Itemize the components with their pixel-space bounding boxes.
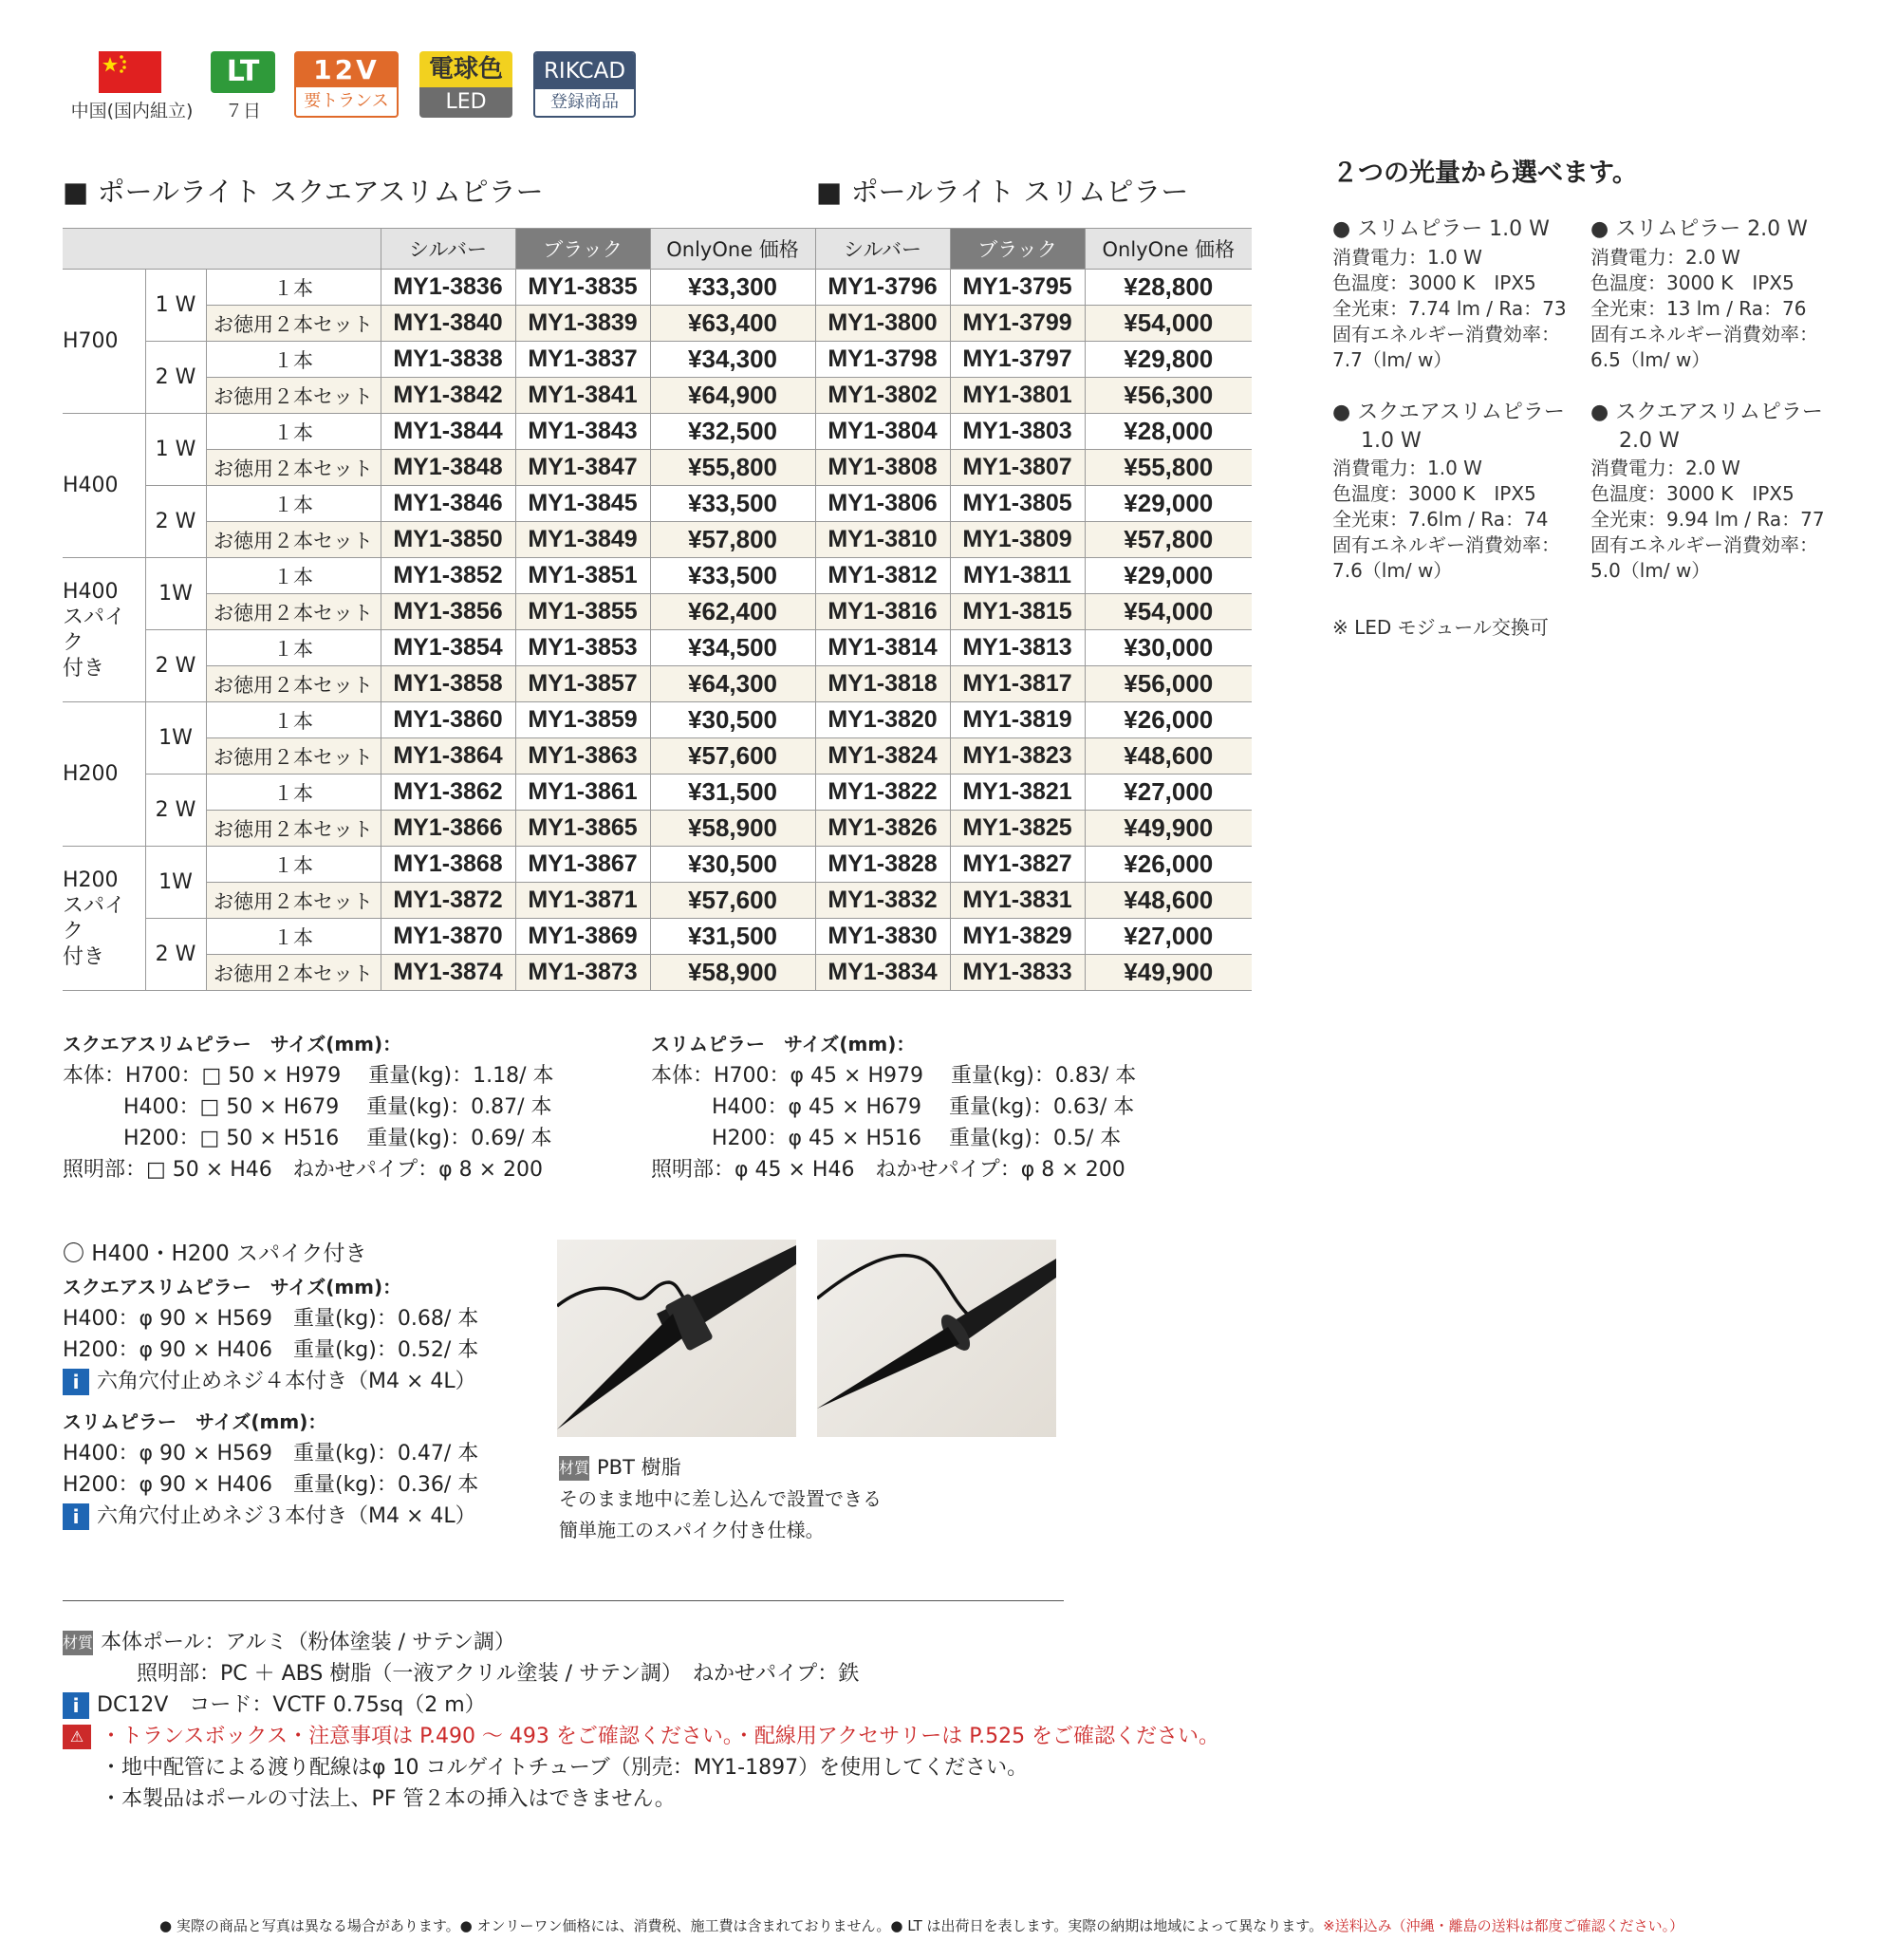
product-code-cell: MY1-3836 [381,270,515,306]
height-label: H700 [63,270,145,414]
product-code-cell: MY1-3848 [381,450,515,486]
table-row [63,883,1252,919]
product-code-cell: MY1-3810 [815,522,950,558]
wattage-label: 1 W [145,270,206,342]
price-cell: ¥55,800 [1085,450,1252,486]
table-row [63,811,1252,847]
table-row [63,558,1252,594]
price-cell: ¥31,500 [650,775,815,811]
led-color-badge: 電球色 LED [419,51,512,118]
price-cell: ¥57,600 [650,883,815,919]
product-code-cell: MY1-3797 [950,342,1085,378]
price-cell: ¥57,600 [650,738,815,775]
product-code-cell: MY1-3867 [515,847,650,883]
price-cell: ¥26,000 [1085,702,1252,738]
price-cell: ¥55,800 [650,450,815,486]
quantity-label: １本 [206,486,381,522]
table-row [63,414,1252,450]
sizes-square: スクエアスリムピラー サイズ(mm)： 本体：H700：□ 50 × H979 重量(kg)：1.18/ 本 H400：□ 50 × H679 重量(kg)：0.87/ 本 H200：□ 50 × H516 重量(kg)：0.69/ 本 照明部：□ 50 × H46 ねかせパイプ：φ 8 × 200 [63,1033,554,1182]
table-row [63,666,1252,702]
price-cell: ¥31,500 [650,919,815,955]
voltage-badge: 12V 要トランス [294,51,399,118]
quantity-label: １本 [206,342,381,378]
quantity-label: １本 [206,919,381,955]
warning-icon: ⚠ [63,1725,91,1749]
product-code-cell: MY1-3803 [950,414,1085,450]
spec-block: ● スリムピラー 2.0 W 消費電力：2.0 W 色温度：3000 K IPX5 全光束：13 lm / Ra：76 固有エネルギー消費効率： 6.5（lm/ w） [1590,217,1818,371]
price-cell: ¥54,000 [1085,594,1252,630]
product-code-cell: MY1-3853 [515,630,650,666]
product-code-cell: MY1-3862 [381,775,515,811]
col-header: OnlyOne 価格 [650,229,815,270]
price-cell: ¥29,000 [1085,486,1252,522]
product-code-cell: MY1-3873 [515,955,650,991]
quantity-label: お徳用２本セット [206,450,381,486]
wattage-label: 1W [145,702,206,775]
price-cell: ¥56,000 [1085,666,1252,702]
height-label: H200 スパイク 付き [63,847,145,991]
quantity-label: お徳用２本セット [206,594,381,630]
wattage-label: 2 W [145,486,206,558]
quantity-label: お徳用２本セット [206,738,381,775]
product-code-cell: MY1-3868 [381,847,515,883]
product-code-cell: MY1-3825 [950,811,1085,847]
spike-photo-slim [817,1240,1056,1437]
led-module-note: ※ LED モジュール交換可 [1332,616,1549,639]
product-code-cell: MY1-3816 [815,594,950,630]
table-row [63,342,1252,378]
col-header: シルバー [381,229,515,270]
spec-block: ● スクエアスリムピラー 2.0 W 消費電力：2.0 W 色温度：3000 K IPX5 全光束：9.94 lm / Ra：77 固有エネルギー消費効率： 5.0（lm/ w） [1590,401,1825,582]
quantity-label: お徳用２本セット [206,883,381,919]
product-code-cell: MY1-3844 [381,414,515,450]
spike-material: 材質 PBT 樹脂 そのまま地中に差し込んで設置できる 簡単施工のスパイク付き仕様。 [559,1456,882,1541]
table-row [63,594,1252,630]
product-code-cell: MY1-3837 [515,342,650,378]
product-code-cell: MY1-3800 [815,306,950,342]
product-code-cell: MY1-3827 [950,847,1085,883]
price-cell: ¥28,000 [1085,414,1252,450]
table-row [63,450,1252,486]
price-cell: ¥33,500 [650,558,815,594]
product-code-cell: MY1-3802 [815,378,950,414]
rikcad-badge: RIKCAD 登録商品 [533,51,636,118]
sizes-slim: スリムピラー サイズ(mm)： 本体：H700：φ 45 × H979 重量(kg)：0.83/ 本 H400：φ 45 × H679 重量(kg)：0.63/ 本 H200：φ 45 × H516 重量(kg)：0.5/ 本 照明部：φ 45 × H46 ねかせパイプ：φ 8 × 200 [651,1033,1137,1182]
table-row [63,630,1252,666]
quantity-label: お徳用２本セット [206,378,381,414]
spike-heading: 〇 H400・H200 スパイク付き [63,1241,367,1266]
price-table [63,228,1252,991]
product-code-cell: MY1-3821 [950,775,1085,811]
product-code-cell: MY1-3814 [815,630,950,666]
quantity-label: １本 [206,847,381,883]
spike-sizes: スクエアスリムピラー サイズ(mm)： H400：φ 90 × H569 重量(kg)：0.68/ 本 H200：φ 90 × H406 重量(kg)：0.52/ 本 i 六角穴付止めネジ４本付き（M4 × 4L） スリムピラー サイズ(mm)： H400：φ 90 × H569 重量(kg)：0.47/ 本 H200：φ 90 × H406 重量(kg)：0.36/ 本 i 六角穴付止めネジ３本付き（M4 × 4L） [63,1276,479,1528]
lt-days: ７日 [224,101,261,121]
price-cell: ¥48,600 [1085,883,1252,919]
product-code-cell: MY1-3823 [950,738,1085,775]
price-cell: ¥49,900 [1085,811,1252,847]
product-code-cell: MY1-3796 [815,270,950,306]
price-cell: ¥28,800 [1085,270,1252,306]
product-code-cell: MY1-3801 [950,378,1085,414]
table-row [63,775,1252,811]
price-cell: ¥57,800 [650,522,815,558]
table-row [63,306,1252,342]
product-code-cell: MY1-3833 [950,955,1085,991]
quantity-label: １本 [206,630,381,666]
product-code-cell: MY1-3855 [515,594,650,630]
spike-photo-square [557,1240,796,1437]
lt-badge: LT [211,51,275,93]
product-code-cell: MY1-3818 [815,666,950,702]
height-label: H400 スパイク 付き [63,558,145,702]
col-header: OnlyOne 価格 [1085,229,1252,270]
wattage-label: 2 W [145,919,206,991]
spec-block: ● スリムピラー 1.0 W 消費電力：1.0 W 色温度：3000 K IPX5 全光束：7.74 lm / Ra：73 固有エネルギー消費効率： 7.7（lm/ w） [1332,217,1567,371]
quantity-label: お徳用２本セット [206,522,381,558]
product-code-cell: MY1-3849 [515,522,650,558]
price-cell: ¥27,000 [1085,919,1252,955]
product-code-cell: MY1-3819 [950,702,1085,738]
price-cell: ¥30,500 [650,702,815,738]
product-code-cell: MY1-3874 [381,955,515,991]
product-code-cell: MY1-3829 [950,919,1085,955]
wattage-label: 1W [145,847,206,919]
product-code-cell: MY1-3811 [950,558,1085,594]
price-cell: ¥30,500 [650,847,815,883]
table-row [63,270,1252,306]
product-code-cell: MY1-3846 [381,486,515,522]
quantity-label: １本 [206,270,381,306]
table-row [63,738,1252,775]
price-cell: ¥34,300 [650,342,815,378]
wattage-label: 1W [145,558,206,630]
height-label: H200 [63,702,145,847]
product-code-cell: MY1-3861 [515,775,650,811]
wattage-label: 2 W [145,775,206,847]
product-code-cell: MY1-3830 [815,919,950,955]
product-code-cell: MY1-3812 [815,558,950,594]
info-icon: i [63,1503,89,1530]
table-row [63,522,1252,558]
info-icon: i [63,1369,89,1395]
quantity-label: １本 [206,414,381,450]
product-code-cell: MY1-3845 [515,486,650,522]
product-code-cell: MY1-3858 [381,666,515,702]
table-row [63,702,1252,738]
material-icon: 材質 [559,1456,589,1481]
product-code-cell: MY1-3804 [815,414,950,450]
product-code-cell: MY1-3842 [381,378,515,414]
table-header-row [63,229,1252,270]
product-code-cell: MY1-3807 [950,450,1085,486]
price-cell: ¥33,300 [650,270,815,306]
product-code-cell: MY1-3820 [815,702,950,738]
product-code-cell: MY1-3828 [815,847,950,883]
quantity-label: お徳用２本セット [206,666,381,702]
product-code-cell: MY1-3813 [950,630,1085,666]
product-code-cell: MY1-3798 [815,342,950,378]
light-options-heading: ２つの光量から選べます。 [1332,159,1638,188]
price-cell: ¥33,500 [650,486,815,522]
quantity-label: １本 [206,558,381,594]
product-code-cell: MY1-3841 [515,378,650,414]
quantity-label: １本 [206,702,381,738]
product-code-cell: MY1-3869 [515,919,650,955]
price-cell: ¥62,400 [650,594,815,630]
product-code-cell: MY1-3852 [381,558,515,594]
table-row [63,378,1252,414]
price-cell: ¥57,800 [1085,522,1252,558]
product-code-cell: MY1-3808 [815,450,950,486]
price-cell: ¥56,300 [1085,378,1252,414]
product-code-cell: MY1-3822 [815,775,950,811]
product-code-cell: MY1-3850 [381,522,515,558]
price-cell: ¥58,900 [650,811,815,847]
spec-block: ● スクエアスリムピラー 1.0 W 消費電力：1.0 W 色温度：3000 K IPX5 全光束：7.6lm / Ra：74 固有エネルギー消費効率： 7.6（lm/ w） [1332,401,1565,582]
product-code-cell: MY1-3839 [515,306,650,342]
product-code-cell: MY1-3795 [950,270,1085,306]
quantity-label: お徳用２本セット [206,955,381,991]
product-code-cell: MY1-3851 [515,558,650,594]
product-code-cell: MY1-3835 [515,270,650,306]
product-code-cell: MY1-3857 [515,666,650,702]
price-cell: ¥64,900 [650,378,815,414]
product-code-cell: MY1-3806 [815,486,950,522]
product-code-cell: MY1-3809 [950,522,1085,558]
product-code-cell: MY1-3871 [515,883,650,919]
product-code-cell: MY1-3872 [381,883,515,919]
product-code-cell: MY1-3824 [815,738,950,775]
product-code-cell: MY1-3838 [381,342,515,378]
col-header: シルバー [815,229,950,270]
china-flag-icon [99,51,161,93]
info-icon: i [63,1692,89,1719]
title-square-slim: ■ ポールライト スクエアスリムピラー [63,176,544,208]
product-code-cell: MY1-3834 [815,955,950,991]
quantity-label: お徳用２本セット [206,811,381,847]
price-cell: ¥63,400 [650,306,815,342]
product-code-cell: MY1-3854 [381,630,515,666]
price-cell: ¥26,000 [1085,847,1252,883]
table-row [63,847,1252,883]
product-code-cell: MY1-3832 [815,883,950,919]
height-label: H400 [63,414,145,558]
price-cell: ¥49,900 [1085,955,1252,991]
col-header: ブラック [950,229,1085,270]
product-code-cell: MY1-3843 [515,414,650,450]
product-code-cell: MY1-3805 [950,486,1085,522]
price-cell: ¥30,000 [1085,630,1252,666]
footer-note: ● 実際の商品と写真は異なる場合があります。● オンリーワン価格には、消費税、施工費は含まれておりません。● LT は出荷日を表します。実際の納期は地域によって異なります。※送料込み（沖縄・離島の送料は都度ご確認ください。） [159,1917,1684,1934]
product-code-cell: MY1-3864 [381,738,515,775]
col-header: ブラック [515,229,650,270]
product-code-cell: MY1-3826 [815,811,950,847]
price-cell: ¥27,000 [1085,775,1252,811]
material-notes: 材質 本体ポール：アルミ（粉体塗装 / サテン調） 照明部：PC ＋ ABS 樹脂（一液アクリル塗装 / サテン調） ねかせパイプ：鉄 i DC12V コード：VCTF 0.75sq（2 m） ⚠ ・トランスボックス・注意事項は P.490 〜 493 をご確認ください。・配線用アクセサリーは P.525 をご確認ください。 ・地中配管による渡り配線はφ 10 コルゲイトチューブ（別売：MY1-1897）を使用してください。 ・本製品はポールの寸法上、PF 管２本の挿入はできません。 [63,1631,1220,1811]
price-cell: ¥29,000 [1085,558,1252,594]
product-code-cell: MY1-3859 [515,702,650,738]
table-row [63,919,1252,955]
price-cell: ¥34,500 [650,630,815,666]
price-cell: ¥29,800 [1085,342,1252,378]
price-cell: ¥32,500 [650,414,815,450]
product-code-cell: MY1-3863 [515,738,650,775]
product-code-cell: MY1-3865 [515,811,650,847]
product-code-cell: MY1-3860 [381,702,515,738]
product-code-cell: MY1-3831 [950,883,1085,919]
product-code-cell: MY1-3866 [381,811,515,847]
price-cell: ¥64,300 [650,666,815,702]
country-label: 中国(国内組立) [70,101,194,121]
price-cell: ¥54,000 [1085,306,1252,342]
wattage-label: 2 W [145,342,206,414]
product-code-cell: MY1-3847 [515,450,650,486]
product-code-cell: MY1-3817 [950,666,1085,702]
divider [63,1600,1064,1601]
material-icon: 材質 [63,1631,93,1655]
price-cell: ¥48,600 [1085,738,1252,775]
quantity-label: １本 [206,775,381,811]
product-code-cell: MY1-3870 [381,919,515,955]
price-cell: ¥58,900 [650,955,815,991]
table-row [63,955,1252,991]
wattage-label: 2 W [145,630,206,702]
product-code-cell: MY1-3840 [381,306,515,342]
product-code-cell: MY1-3799 [950,306,1085,342]
title-slim: ■ ポールライト スリムピラー [816,176,1189,208]
quantity-label: お徳用２本セット [206,306,381,342]
table-row [63,486,1252,522]
product-code-cell: MY1-3815 [950,594,1085,630]
wattage-label: 1 W [145,414,206,486]
product-code-cell: MY1-3856 [381,594,515,630]
